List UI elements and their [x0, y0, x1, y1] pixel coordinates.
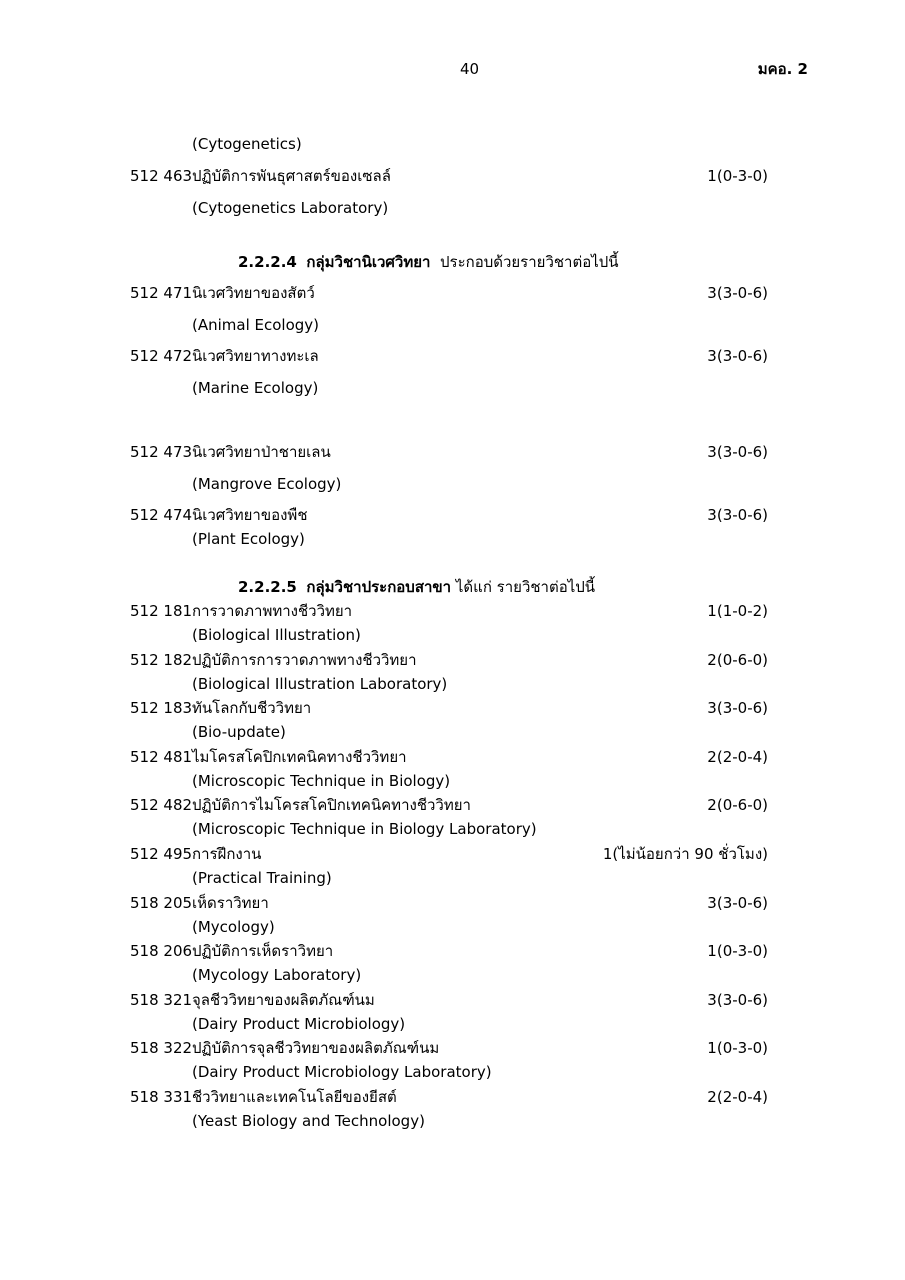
course-credits: 2(2-0-4) [707, 1088, 768, 1106]
course-title-en: (Cytogenetics) [192, 135, 302, 153]
course-credits: 3(3-0-6) [707, 347, 768, 365]
course-credits: 3(3-0-6) [707, 699, 768, 717]
course-title-th: ทันโลกกับชีววิทยา [192, 699, 312, 717]
document-code: มคอ. 2 [757, 60, 808, 78]
course-code: 512 473 [130, 443, 193, 461]
course-credits: 3(3-0-6) [707, 506, 768, 524]
course-title-en: (Bio-update) [192, 723, 286, 741]
course-title-th: นิเวศวิทยาทางทะเล [192, 347, 319, 365]
course-title-en: (Mycology Laboratory) [192, 966, 362, 984]
course-credits: 1(ไม่น้อยกว่า 90 ชั่วโมง) [602, 845, 768, 863]
course-title-en: (Dairy Product Microbiology) [192, 1015, 406, 1033]
course-code: 518 206 [130, 942, 193, 960]
course-code: 512 183 [130, 699, 193, 717]
course-title-th: จุลชีววิทยาของผลิตภัณฑ์นม [192, 991, 375, 1009]
course-credits: 3(3-0-6) [707, 991, 768, 1009]
course-title-en: (Yeast Biology and Technology) [192, 1112, 425, 1130]
course-code: 512 181 [130, 602, 193, 620]
course-title-en: (Biological Illustration) [192, 626, 361, 644]
course-title-th: ปฏิบัติการไมโครสโคปิกเทคนิคทางชีววิทยา [192, 796, 471, 814]
course-title-th: นิเวศวิทยาของสัตว์ [192, 284, 315, 302]
course-credits: 2(0-6-0) [707, 651, 768, 669]
course-title-th: ปฏิบัติการเห็ดราวิทยา [192, 942, 334, 960]
course-title-th: ไมโครสโคปิกเทคนิคทางชีววิทยา [192, 748, 407, 766]
course-credits: 1(0-3-0) [707, 167, 768, 185]
heading-number: 2.2.2.4 [238, 253, 297, 271]
course-code: 512 463 [130, 167, 193, 185]
course-title-en: (Dairy Product Microbiology Laboratory) [192, 1063, 492, 1081]
course-title-th: ปฏิบัติการจุลชีววิทยาของผลิตภัณฑ์นม [192, 1039, 440, 1057]
heading-number: 2.2.2.5 [238, 578, 297, 596]
course-title-th: ปฏิบัติการการวาดภาพทางชีววิทยา [192, 651, 417, 669]
course-title-en: (Cytogenetics Laboratory) [192, 199, 389, 217]
course-credits: 2(2-0-4) [707, 748, 768, 766]
course-code: 512 482 [130, 796, 193, 814]
page-number: 40 [460, 60, 480, 78]
course-code: 512 182 [130, 651, 193, 669]
heading-group-name: กลุ่มวิชานิเวศวิทยา [306, 253, 431, 271]
course-title-en: (Practical Training) [192, 869, 332, 887]
course-code: 518 331 [130, 1088, 193, 1106]
section-heading-supporting [238, 577, 595, 597]
course-credits: 1(0-3-0) [707, 1039, 768, 1057]
course-title-en: (Animal Ecology) [192, 316, 320, 334]
course-credits: 3(3-0-6) [707, 284, 768, 302]
course-title-th: นิเวศวิทยาป่าชายเลน [192, 443, 331, 461]
course-code: 512 471 [130, 284, 193, 302]
course-code: 518 205 [130, 894, 193, 912]
course-title-en: (Marine Ecology) [192, 379, 319, 397]
course-code: 512 495 [130, 845, 193, 863]
course-title-en: (Biological Illustration Laboratory) [192, 675, 448, 693]
course-title-th: ปฏิบัติการพันธุศาสตร์ของเซลล์ [192, 167, 391, 185]
course-title-th: นิเวศวิทยาของพืช [192, 506, 308, 524]
course-credits: 3(3-0-6) [707, 894, 768, 912]
course-title-th: การวาดภาพทางชีววิทยา [192, 602, 353, 620]
course-credits: 2(0-6-0) [707, 796, 768, 814]
course-title-en: (Microscopic Technique in Biology) [192, 772, 451, 790]
course-title-en: (Microscopic Technique in Biology Laboratory) [192, 820, 537, 838]
heading-group-name: กลุ่มวิชาประกอบสาขา [306, 578, 452, 596]
course-title-en: (Mangrove Ecology) [192, 475, 342, 493]
course-code: 512 472 [130, 347, 193, 365]
course-credits: 1(1-0-2) [707, 602, 768, 620]
course-code: 512 481 [130, 748, 193, 766]
course-code: 518 322 [130, 1039, 193, 1057]
course-code: 518 321 [130, 991, 193, 1009]
heading-rest: ประกอบด้วยรายวิชาต่อไปนี้ [439, 253, 619, 271]
course-title-th: ชีววิทยาและเทคโนโลยีของยีสต์ [192, 1088, 397, 1106]
course-credits: 1(0-3-0) [707, 942, 768, 960]
course-code: 512 474 [130, 506, 193, 524]
course-title-en: (Plant Ecology) [192, 530, 305, 548]
course-title-th: การฝึกงาน [192, 845, 262, 863]
course-title-en: (Mycology) [192, 918, 275, 936]
heading-rest: ได้แก่ รายวิชาต่อไปนี้ [455, 578, 596, 596]
course-credits: 3(3-0-6) [707, 443, 768, 461]
course-title-th: เห็ดราวิทยา [192, 894, 269, 912]
section-heading-ecology [238, 252, 619, 272]
